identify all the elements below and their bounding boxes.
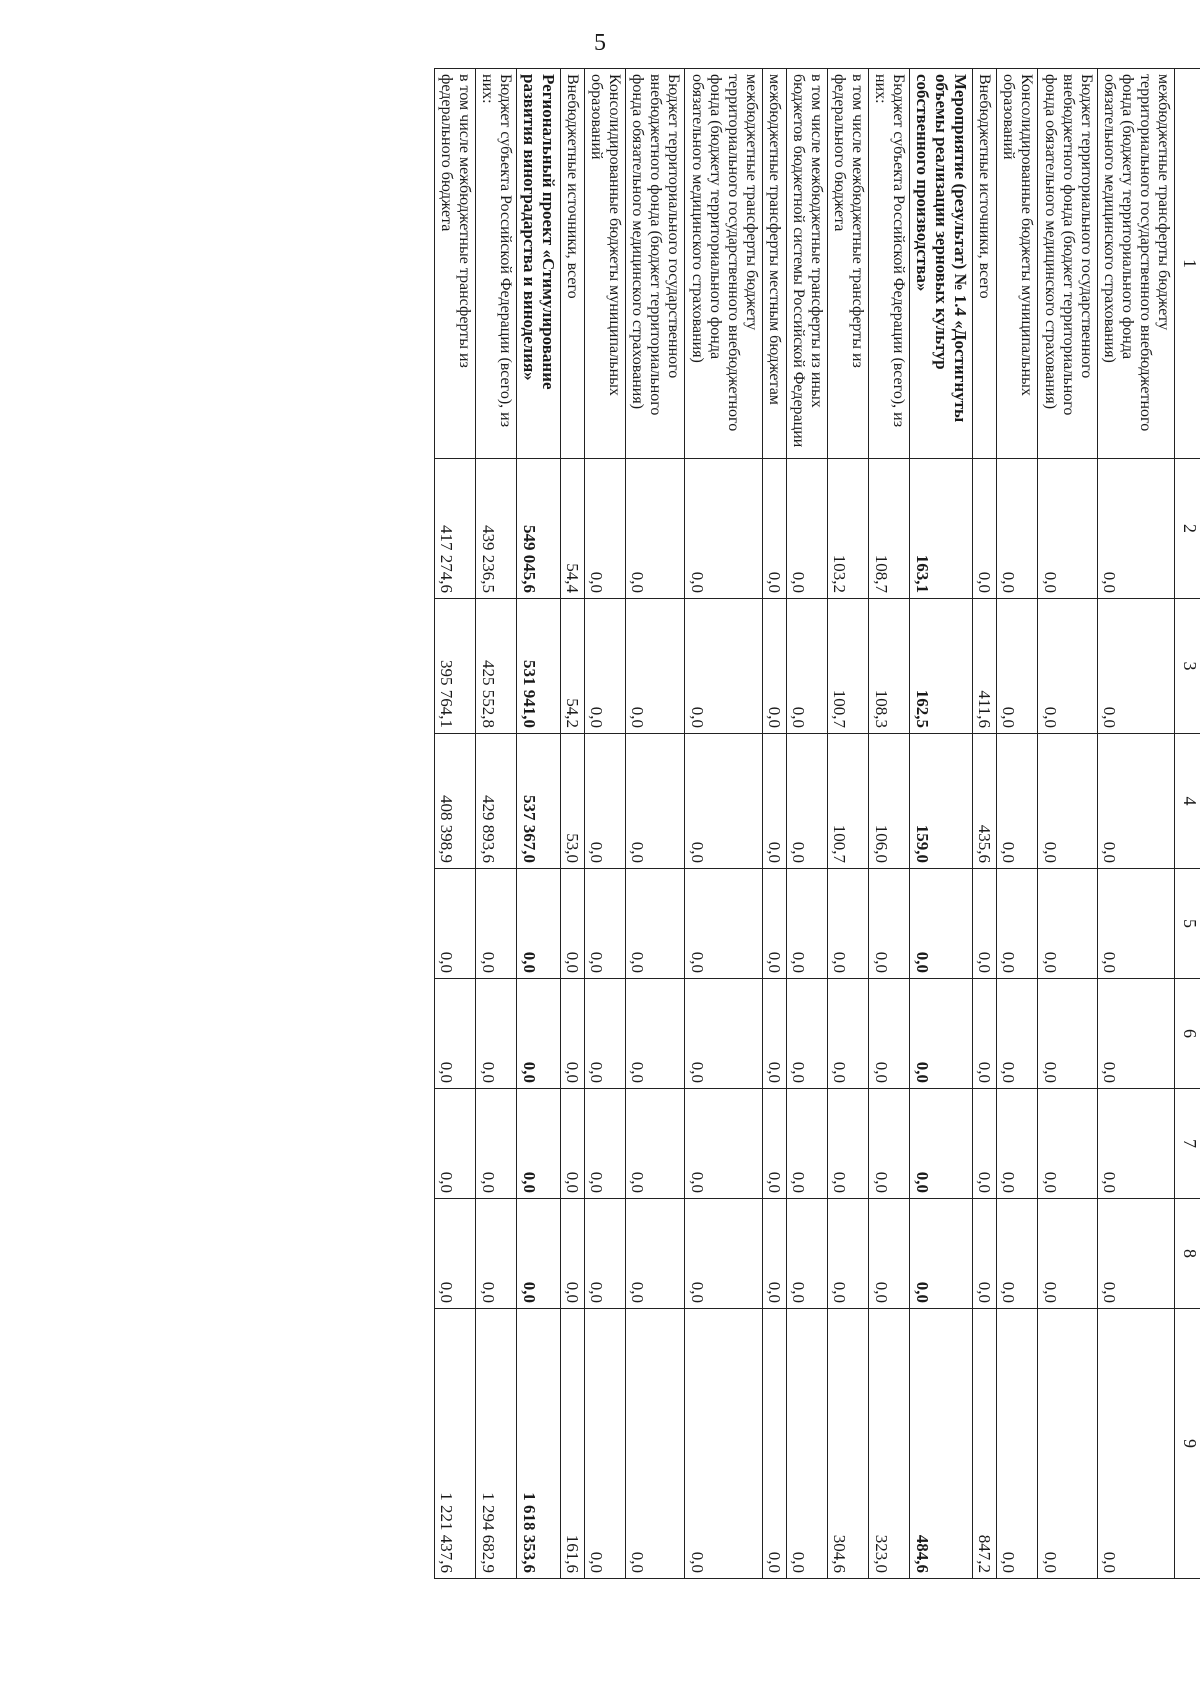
row-label: в том числе межбюджетные трансферты из иных бюджетов бюджетной системы Российской Федерации [787,69,828,459]
table-cell: 1 618 353,6 [517,1309,560,1579]
table-cell: 323,0 [869,1309,910,1579]
table-cell: 0,0 [626,1309,685,1579]
table-cell: 0,0 [1097,459,1174,599]
table-row [626,69,685,1579]
table-row [1038,69,1097,1579]
table-row [973,69,997,1579]
table-row [476,69,517,1579]
table-cell: 0,0 [476,979,517,1089]
table-cell: 0,0 [560,1089,584,1199]
table-cell: 0,0 [435,979,476,1089]
column-header: 4 [1175,734,1200,869]
table-cell: 0,0 [828,1089,869,1199]
table-cell: 0,0 [1038,979,1097,1089]
table-cell: 0,0 [685,869,762,979]
table-cell: 0,0 [762,979,786,1089]
table-cell: 0,0 [762,459,786,599]
table-cell: 0,0 [560,869,584,979]
column-header: 7 [1175,1089,1200,1199]
table-cell: 0,0 [585,1309,626,1579]
table-cell: 0,0 [1097,599,1174,734]
table-cell: 0,0 [869,1199,910,1309]
table-cell: 0,0 [973,1199,997,1309]
table-cell: 0,0 [1038,599,1097,734]
table-cell: 0,0 [585,1089,626,1199]
table-cell: 0,0 [685,1199,762,1309]
row-label: в том числе межбюджетные трансферты из федерального бюджета [435,69,476,459]
table-cell: 0,0 [997,734,1038,869]
table-cell: 103,2 [828,459,869,599]
table-cell: 53,0 [560,734,584,869]
table-cell: 0,0 [997,459,1038,599]
table-cell: 0,0 [787,869,828,979]
table-cell: 106,0 [869,734,910,869]
table-cell: 0,0 [762,734,786,869]
row-label: Консолидированные бюджеты муниципальных образований [997,69,1038,459]
table-cell: 439 236,5 [476,459,517,599]
table-cell: 0,0 [585,599,626,734]
table-cell: 0,0 [997,1199,1038,1309]
table-cell: 0,0 [626,734,685,869]
table-row [517,69,560,1579]
table-cell: 159,0 [910,734,973,869]
column-header: 3 [1175,599,1200,734]
table-cell: 847,2 [973,1309,997,1579]
table-cell: 0,0 [997,1089,1038,1199]
table-cell: 0,0 [910,1089,973,1199]
table-cell: 54,2 [560,599,584,734]
table-cell: 1 221 437,6 [435,1309,476,1579]
table-cell: 0,0 [1097,1089,1174,1199]
column-header: 5 [1175,869,1200,979]
table-cell: 0,0 [910,869,973,979]
table-body [435,69,1175,1579]
table-cell: 429 893,6 [476,734,517,869]
row-label: Бюджет территориального государственного внебюджетного фонда (бюджет территориального фонда обязательного медицинского страхования) [1038,69,1097,459]
table-cell: 0,0 [1038,734,1097,869]
table-cell: 408 398,9 [435,734,476,869]
row-label: Мероприятие (результат) № 1.4 «Достигнуты объемы реализации зерновых культур собственного производства» [910,69,973,459]
table-cell: 0,0 [828,1199,869,1309]
row-label: Региональный проект «Стимулирование развития виноградарства и виноделия» [517,69,560,459]
table-cell: 0,0 [828,979,869,1089]
table-cell: 0,0 [585,1199,626,1309]
table-cell: 162,5 [910,599,973,734]
table-cell: 0,0 [685,1309,762,1579]
table-cell: 0,0 [869,979,910,1089]
table-cell: 0,0 [626,979,685,1089]
table-cell: 0,0 [869,1089,910,1199]
table-cell: 0,0 [973,459,997,599]
row-label: Внебюджетные источники, всего [973,69,997,459]
row-label: в том числе межбюджетные трансферты из федерального бюджета [828,69,869,459]
table-cell: 484,6 [910,1309,973,1579]
row-label: Консолидированные бюджеты муниципальных образований [585,69,626,459]
table-cell: 0,0 [685,599,762,734]
table-row [787,69,828,1579]
table-cell: 411,6 [973,599,997,734]
table-cell: 100,7 [828,599,869,734]
table-cell: 0,0 [435,1089,476,1199]
table-cell: 161,6 [560,1309,584,1579]
table-cell: 0,0 [787,1309,828,1579]
table-cell: 0,0 [585,734,626,869]
column-header: 6 [1175,979,1200,1089]
table-cell: 0,0 [1038,459,1097,599]
table-row [762,69,786,1579]
table-cell: 0,0 [762,599,786,734]
row-label: межбюджетные трансферты бюджету территориального государственного внебюджетного фонда (бюджету территориального фонда обязательного медицинского страхования) [1097,69,1174,459]
table-cell: 0,0 [973,1089,997,1199]
table-cell: 0,0 [626,459,685,599]
table-cell: 0,0 [787,459,828,599]
table-cell: 0,0 [476,1199,517,1309]
table-cell: 0,0 [910,1199,973,1309]
table-cell: 0,0 [435,1199,476,1309]
table-cell: 0,0 [517,979,560,1089]
table-row [1097,69,1174,1579]
table-cell: 0,0 [787,979,828,1089]
table-cell: 0,0 [997,599,1038,734]
table-cell: 0,0 [1097,734,1174,869]
table-cell: 0,0 [1038,1309,1097,1579]
row-label: Бюджет территориального государственного внебюджетного фонда (бюджет территориального фонда обязательного медицинского страхования) [626,69,685,459]
table-row [560,69,584,1579]
table-cell: 537 367,0 [517,734,560,869]
row-label: межбюджетные трансферты бюджету территориального государственного внебюджетного фонда (бюджету территориального фонда обязательного медицинского страхования) [685,69,762,459]
table-cell: 0,0 [1038,1199,1097,1309]
table-cell: 108,7 [869,459,910,599]
table-cell: 0,0 [517,869,560,979]
table-row [910,69,973,1579]
table-cell: 0,0 [685,1089,762,1199]
table-cell: 304,6 [828,1309,869,1579]
page-number: 5 [594,30,606,56]
table-cell: 0,0 [787,1199,828,1309]
table-cell: 0,0 [1097,869,1174,979]
table-header-row [1175,69,1200,1579]
table-cell: 0,0 [517,1199,560,1309]
table-cell: 163,1 [910,459,973,599]
column-header: 2 [1175,459,1200,599]
table-cell: 0,0 [1097,1309,1174,1579]
table-cell: 0,0 [435,869,476,979]
table-cell: 0,0 [626,599,685,734]
table-cell: 0,0 [685,979,762,1089]
table-cell: 0,0 [997,1309,1038,1579]
table-cell: 0,0 [517,1089,560,1199]
table-cell: 0,0 [626,1089,685,1199]
table-cell: 0,0 [869,869,910,979]
table-row [828,69,869,1579]
table-cell: 531 941,0 [517,599,560,734]
table-cell: 0,0 [1097,979,1174,1089]
table-cell: 0,0 [476,869,517,979]
table-cell: 0,0 [476,1089,517,1199]
table-cell: 0,0 [762,1199,786,1309]
table-cell: 0,0 [685,459,762,599]
table-cell: 0,0 [1038,869,1097,979]
table-cell: 0,0 [685,734,762,869]
table-row [997,69,1038,1579]
column-header: 9 [1175,1309,1200,1579]
table-cell: 0,0 [626,869,685,979]
table-row [869,69,910,1579]
budget-table [434,68,1200,1579]
table-cell: 0,0 [762,1089,786,1199]
table-cell: 0,0 [585,979,626,1089]
table-cell: 0,0 [910,979,973,1089]
row-label: межбюджетные трансферты местным бюджетам [762,69,786,459]
table-cell: 0,0 [560,979,584,1089]
table-cell: 0,0 [585,869,626,979]
row-label: Бюджет субъекта Российской Федерации (всего), из них: [476,69,517,459]
table-cell: 0,0 [997,979,1038,1089]
table-cell: 417 274,6 [435,459,476,599]
table-cell: 1 294 682,9 [476,1309,517,1579]
table-row [585,69,626,1579]
table-cell: 0,0 [787,1089,828,1199]
table-row [685,69,762,1579]
column-header: 1 [1175,69,1200,459]
table-cell: 0,0 [997,869,1038,979]
table-cell: 549 045,6 [517,459,560,599]
table-cell: 0,0 [560,1199,584,1309]
row-label: Бюджет субъекта Российской Федерации (всего), из них: [869,69,910,459]
table-cell: 0,0 [585,459,626,599]
table-cell: 0,0 [973,979,997,1089]
table-cell: 108,3 [869,599,910,734]
row-label: Внебюджетные источники, всего [560,69,584,459]
table-cell: 0,0 [626,1199,685,1309]
table-cell: 54,4 [560,459,584,599]
table-cell: 0,0 [762,869,786,979]
table-cell: 395 764,1 [435,599,476,734]
rotated-table-container [181,68,1200,1578]
table-cell: 0,0 [1038,1089,1097,1199]
table-cell: 425 552,8 [476,599,517,734]
table-cell: 0,0 [787,734,828,869]
table-cell: 0,0 [787,599,828,734]
table-cell: 435,6 [973,734,997,869]
table-cell: 0,0 [973,869,997,979]
column-header: 8 [1175,1199,1200,1309]
table-cell: 0,0 [828,869,869,979]
table-row [435,69,476,1579]
table-cell: 0,0 [762,1309,786,1579]
table-cell: 0,0 [1097,1199,1174,1309]
table-cell: 100,7 [828,734,869,869]
